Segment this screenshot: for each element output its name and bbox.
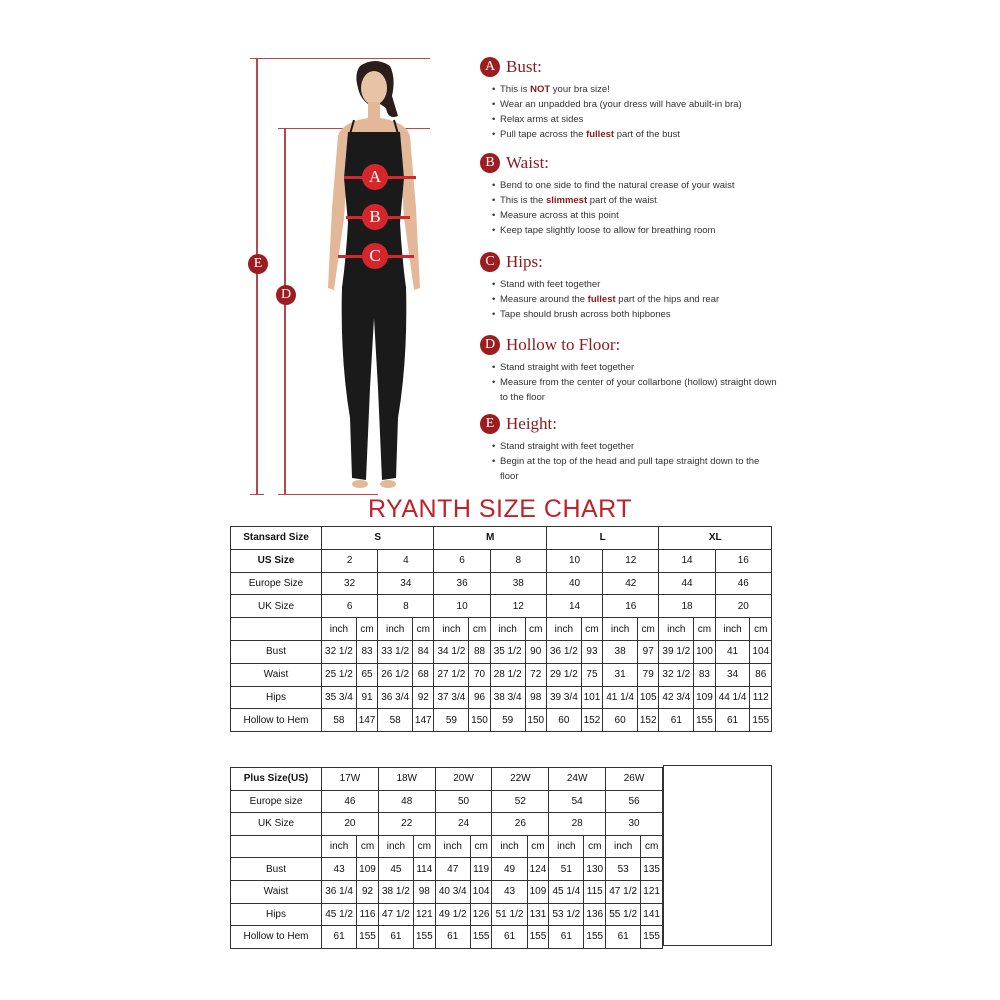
section-title: Hips: (506, 252, 543, 271)
instruction-item (500, 112, 780, 127)
hollow-measure-line (284, 128, 286, 494)
section-c (480, 249, 780, 322)
row-header: Hollow to Hem (231, 709, 322, 732)
unit-cell: cm (414, 835, 436, 858)
table-cell: 33 1/2 (378, 640, 413, 663)
table-cell: 45 (378, 858, 413, 881)
table-cell: 61 (435, 926, 470, 949)
table-row (231, 663, 772, 686)
table-cell: 155 (584, 926, 606, 949)
table-cell: 114 (414, 858, 436, 881)
table-cell: 6 (322, 595, 378, 618)
unit-cell: cm (641, 835, 663, 858)
table-cell: 46 (322, 790, 379, 813)
table-cell: 116 (357, 903, 379, 926)
table-cell: 100 (694, 640, 715, 663)
unit-cell: inch (603, 618, 638, 641)
table-cell: 147 (356, 709, 377, 732)
badge-d: D (276, 285, 296, 305)
measurement-figure (240, 50, 450, 500)
table-cell: 83 (694, 663, 715, 686)
size-group-header: S (322, 527, 434, 550)
instruction-text-end: part of the bust (614, 129, 681, 140)
empty-box (663, 765, 772, 946)
table-cell: 121 (641, 880, 663, 903)
row-header: Stansard Size (231, 527, 322, 550)
table-cell: 115 (584, 880, 606, 903)
table-cell: 92 (357, 880, 379, 903)
unit-cell: inch (435, 835, 470, 858)
table-cell: 34 (378, 572, 434, 595)
instruction-text: This is the (500, 195, 546, 206)
size-header: 17W (322, 768, 379, 791)
instruction-text: This is (500, 84, 531, 95)
instruction-item (500, 292, 780, 307)
row-header: Waist (231, 880, 322, 903)
table-cell: 101 (581, 686, 602, 709)
table-cell: 131 (527, 903, 549, 926)
table-cell: 130 (584, 858, 606, 881)
table-cell: 43 (322, 858, 357, 881)
table-cell: 155 (527, 926, 549, 949)
instruction-list (480, 439, 780, 484)
section-b (480, 150, 780, 238)
table-cell: 112 (750, 686, 772, 709)
table-cell: 20 (322, 813, 379, 836)
table-cell: 14 (659, 549, 715, 572)
instruction-item (500, 127, 780, 142)
table-cell: 98 (525, 686, 546, 709)
table-cell: 48 (378, 790, 435, 813)
unit-cell: inch (659, 618, 694, 641)
table-cell: 44 1/4 (715, 686, 750, 709)
table-cell: 61 (715, 709, 750, 732)
table-cell: 35 3/4 (322, 686, 357, 709)
table-cell: 8 (490, 549, 546, 572)
table-cell: 96 (469, 686, 490, 709)
table-cell: 36 1/4 (322, 880, 357, 903)
table-cell: 6 (434, 549, 490, 572)
instruction-item (500, 307, 780, 322)
row-header: Plus Size(US) (231, 768, 322, 791)
table-cell: 84 (413, 640, 434, 663)
instruction-text: Stand straight with feet together (500, 362, 635, 373)
section-e (480, 411, 780, 484)
instruction-item (500, 360, 780, 375)
row-header: Bust (231, 640, 322, 663)
instruction-text: Keep tape slightly loose to allow for breathing room (500, 225, 716, 236)
plus-size-table (230, 767, 663, 949)
table-row (231, 595, 772, 618)
table-cell: 61 (378, 926, 413, 949)
table-cell: 150 (525, 709, 546, 732)
table-row (231, 813, 663, 836)
table-cell: 52 (492, 790, 549, 813)
unit-cell: cm (694, 618, 715, 641)
unit-cell: cm (357, 835, 379, 858)
instruction-text-end: your bra size! (550, 84, 610, 95)
table-cell: 39 1/2 (659, 640, 694, 663)
instruction-text-end: part of the waist (587, 195, 657, 206)
unit-cell: inch (490, 618, 525, 641)
table-cell: 79 (638, 663, 659, 686)
instruction-item (500, 277, 780, 292)
table-cell: 47 1/2 (606, 880, 641, 903)
table-cell: 104 (750, 640, 772, 663)
table-cell: 72 (525, 663, 546, 686)
table-cell: 54 (549, 790, 606, 813)
instruction-highlight: fullest (587, 294, 616, 305)
table-cell: 42 3/4 (659, 686, 694, 709)
table-cell: 44 (659, 572, 715, 595)
table-cell: 26 (492, 813, 549, 836)
table-row (231, 790, 663, 813)
row-header (231, 618, 322, 641)
table-row (231, 926, 663, 949)
section-header (480, 411, 780, 437)
table-row (231, 549, 772, 572)
section-header (480, 150, 780, 176)
table-cell: 43 (492, 880, 527, 903)
unit-cell: inch (434, 618, 469, 641)
table-cell: 28 (549, 813, 606, 836)
table-cell: 45 1/2 (322, 903, 357, 926)
table-cell: 124 (527, 858, 549, 881)
table-cell: 155 (641, 926, 663, 949)
table-row (231, 858, 663, 881)
table-cell: 56 (606, 790, 663, 813)
size-header: 18W (378, 768, 435, 791)
section-title: Hollow to Floor: (506, 335, 621, 354)
body-badge-a: A (362, 164, 388, 190)
table-cell: 46 (715, 572, 771, 595)
size-group-header: L (546, 527, 658, 550)
table-cell: 150 (469, 709, 490, 732)
table-cell: 14 (546, 595, 602, 618)
unit-cell: inch (378, 618, 413, 641)
table-row (231, 709, 772, 732)
instruction-item (500, 223, 780, 238)
table-cell: 28 1/2 (490, 663, 525, 686)
section-badge: D (480, 335, 500, 355)
table-cell: 45 1/4 (549, 880, 584, 903)
table-cell: 39 3/4 (546, 686, 581, 709)
table-cell: 61 (606, 926, 641, 949)
table-cell: 29 1/2 (546, 663, 581, 686)
size-header: 20W (435, 768, 492, 791)
table-cell: 8 (378, 595, 434, 618)
table-cell: 16 (603, 595, 659, 618)
unit-cell: cm (413, 618, 434, 641)
table-cell: 135 (641, 858, 663, 881)
table-cell: 41 1/4 (603, 686, 638, 709)
table-cell: 59 (490, 709, 525, 732)
table-cell: 4 (378, 549, 434, 572)
table-cell: 26 1/2 (378, 663, 413, 686)
table-cell: 59 (434, 709, 469, 732)
table-cell: 31 (603, 663, 638, 686)
model-silhouette (308, 58, 438, 498)
table-cell: 41 (715, 640, 750, 663)
table-cell: 12 (490, 595, 546, 618)
section-title: Waist: (506, 153, 550, 172)
table-cell: 10 (546, 549, 602, 572)
table-row (231, 686, 772, 709)
unit-cell: inch (492, 835, 527, 858)
unit-cell: inch (546, 618, 581, 641)
table-cell: 86 (750, 663, 772, 686)
instruction-item (500, 439, 780, 454)
table-cell: 155 (750, 709, 772, 732)
instruction-text: Measure around the (500, 294, 588, 305)
size-group-header: XL (659, 527, 772, 550)
table-cell: 36 (434, 572, 490, 595)
size-group-header: M (434, 527, 546, 550)
table-row (231, 835, 663, 858)
instruction-item (500, 193, 780, 208)
instruction-list (480, 178, 780, 238)
instruction-highlight: slimmest (545, 195, 588, 206)
unit-cell: inch (549, 835, 584, 858)
table-row (231, 618, 772, 641)
table-cell: 49 1/2 (435, 903, 470, 926)
table-cell: 32 1/2 (322, 640, 357, 663)
table-cell: 83 (356, 640, 377, 663)
table-cell: 109 (357, 858, 379, 881)
table-cell: 47 (435, 858, 470, 881)
table-cell: 36 1/2 (546, 640, 581, 663)
table-cell: 136 (584, 903, 606, 926)
table-cell: 152 (581, 709, 602, 732)
table-cell: 37 3/4 (434, 686, 469, 709)
section-a (480, 54, 780, 142)
table-cell: 70 (469, 663, 490, 686)
row-header (231, 835, 322, 858)
badge-e: E (248, 254, 268, 274)
table-cell: 53 1/2 (549, 903, 584, 926)
table-cell: 61 (549, 926, 584, 949)
instruction-text: Relax arms at sides (500, 114, 584, 125)
table-cell: 65 (356, 663, 377, 686)
instruction-text: Stand with feet together (500, 279, 601, 290)
table-cell: 38 1/2 (378, 880, 413, 903)
row-header: Hips (231, 903, 322, 926)
table-cell: 16 (715, 549, 771, 572)
unit-cell: cm (525, 618, 546, 641)
row-header: Hollow to Hem (231, 926, 322, 949)
table-cell: 155 (694, 709, 715, 732)
section-badge: C (480, 252, 500, 272)
unit-cell: cm (750, 618, 772, 641)
unit-cell: inch (378, 835, 413, 858)
table-cell: 47 1/2 (378, 903, 413, 926)
instruction-item (500, 97, 780, 112)
table-row (231, 768, 663, 791)
section-badge: E (480, 414, 500, 434)
table-cell: 104 (470, 880, 492, 903)
instruction-text: Measure across at this point (500, 210, 619, 221)
table-cell: 22 (378, 813, 435, 836)
table-cell: 90 (525, 640, 546, 663)
table-cell: 58 (322, 709, 357, 732)
table-cell: 93 (581, 640, 602, 663)
table-cell: 126 (470, 903, 492, 926)
unit-cell: cm (469, 618, 490, 641)
instruction-text: Begin at the top of the head and pull tape straight down to the floor (500, 456, 760, 482)
instruction-list (480, 82, 780, 142)
section-badge: B (480, 153, 500, 173)
instruction-item (500, 454, 780, 484)
row-header: Waist (231, 663, 322, 686)
table-cell: 38 (490, 572, 546, 595)
standard-size-table (230, 526, 772, 732)
row-header: UK Size (231, 813, 322, 836)
instruction-highlight: fullest (586, 129, 615, 140)
size-header: 22W (492, 768, 549, 791)
table-cell: 121 (414, 903, 436, 926)
table-cell: 88 (469, 640, 490, 663)
table-cell: 141 (641, 903, 663, 926)
table-cell: 152 (638, 709, 659, 732)
unit-cell: inch (322, 835, 357, 858)
table-cell: 55 1/2 (606, 903, 641, 926)
table-cell: 18 (659, 595, 715, 618)
table-cell: 155 (357, 926, 379, 949)
row-header: Bust (231, 858, 322, 881)
table-cell: 30 (606, 813, 663, 836)
table-cell: 40 3/4 (435, 880, 470, 903)
table-row (231, 640, 772, 663)
chart-title: RYANTH SIZE CHART (367, 495, 633, 523)
table-cell: 147 (413, 709, 434, 732)
table-cell: 40 (546, 572, 602, 595)
instruction-item (500, 208, 780, 223)
unit-cell: cm (584, 835, 606, 858)
instruction-item (500, 375, 780, 405)
table-cell: 60 (603, 709, 638, 732)
table-cell: 32 (322, 572, 378, 595)
table-cell: 61 (322, 926, 357, 949)
instruction-item (500, 178, 780, 193)
table-cell: 97 (638, 640, 659, 663)
table-cell: 119 (470, 858, 492, 881)
table-cell: 36 3/4 (378, 686, 413, 709)
table-cell: 75 (581, 663, 602, 686)
table-cell: 68 (413, 663, 434, 686)
table-row (231, 572, 772, 595)
table-cell: 91 (356, 686, 377, 709)
table-row (231, 903, 663, 926)
row-header: Europe size (231, 790, 322, 813)
size-header: 24W (549, 768, 606, 791)
unit-cell: inch (606, 835, 641, 858)
table-cell: 155 (414, 926, 436, 949)
row-header: Hips (231, 686, 322, 709)
table-cell: 12 (603, 549, 659, 572)
section-badge: A (480, 57, 500, 77)
table-cell: 105 (638, 686, 659, 709)
instruction-text: Measure from the center of your collarbone (hollow) straight down to the floor (500, 377, 777, 403)
table-cell: 58 (378, 709, 413, 732)
table-cell: 2 (322, 549, 378, 572)
unit-cell: cm (356, 618, 377, 641)
table-cell: 61 (659, 709, 694, 732)
row-header: UK Size (231, 595, 322, 618)
body-badge-c: C (362, 243, 388, 269)
unit-cell: inch (322, 618, 357, 641)
instruction-text: Bend to one side to find the natural crease of your waist (500, 180, 735, 191)
unit-cell: inch (715, 618, 750, 641)
row-header: Europe Size (231, 572, 322, 595)
table-cell: 155 (470, 926, 492, 949)
section-header (480, 332, 780, 358)
instruction-list (480, 360, 780, 405)
unit-cell: cm (527, 835, 549, 858)
table-cell: 32 1/2 (659, 663, 694, 686)
table-cell: 109 (527, 880, 549, 903)
table-cell: 38 (603, 640, 638, 663)
section-d (480, 332, 780, 405)
instruction-text: Stand straight with feet together (500, 441, 635, 452)
table-cell: 61 (492, 926, 527, 949)
table-cell: 20 (715, 595, 771, 618)
table-cell: 34 (715, 663, 750, 686)
instruction-text: Pull tape across the (500, 129, 587, 140)
section-header (480, 54, 780, 80)
table-cell: 10 (434, 595, 490, 618)
instruction-text: Wear an unpadded bra (your dress will have abuilt-in bra) (500, 99, 742, 110)
table-cell: 38 3/4 (490, 686, 525, 709)
instruction-text-end: part of the hips and rear (615, 294, 720, 305)
table-row (231, 880, 663, 903)
instruction-item (500, 82, 780, 97)
size-header: 26W (606, 768, 663, 791)
section-header (480, 249, 780, 275)
table-cell: 60 (546, 709, 581, 732)
table-cell: 24 (435, 813, 492, 836)
unit-cell: cm (581, 618, 602, 641)
unit-cell: cm (638, 618, 659, 641)
table-cell: 42 (603, 572, 659, 595)
instruction-list (480, 277, 780, 322)
table-cell: 27 1/2 (434, 663, 469, 686)
table-cell: 98 (414, 880, 436, 903)
table-cell: 92 (413, 686, 434, 709)
section-title: Bust: (506, 57, 542, 76)
table-cell: 51 1/2 (492, 903, 527, 926)
unit-cell: cm (470, 835, 492, 858)
table-row (231, 527, 772, 550)
table-cell: 49 (492, 858, 527, 881)
body-badge-b: B (362, 204, 388, 230)
table-cell: 35 1/2 (490, 640, 525, 663)
table-cell: 34 1/2 (434, 640, 469, 663)
table-cell: 51 (549, 858, 584, 881)
instruction-highlight: NOT (530, 84, 551, 95)
instruction-text: Tape should brush across both hipbones (500, 309, 671, 320)
table-cell: 53 (606, 858, 641, 881)
height-measure-line (256, 58, 258, 494)
table-cell: 109 (694, 686, 715, 709)
section-title: Height: (506, 414, 557, 433)
table-cell: 50 (435, 790, 492, 813)
row-header: US Size (231, 549, 322, 572)
table-cell: 25 1/2 (322, 663, 357, 686)
